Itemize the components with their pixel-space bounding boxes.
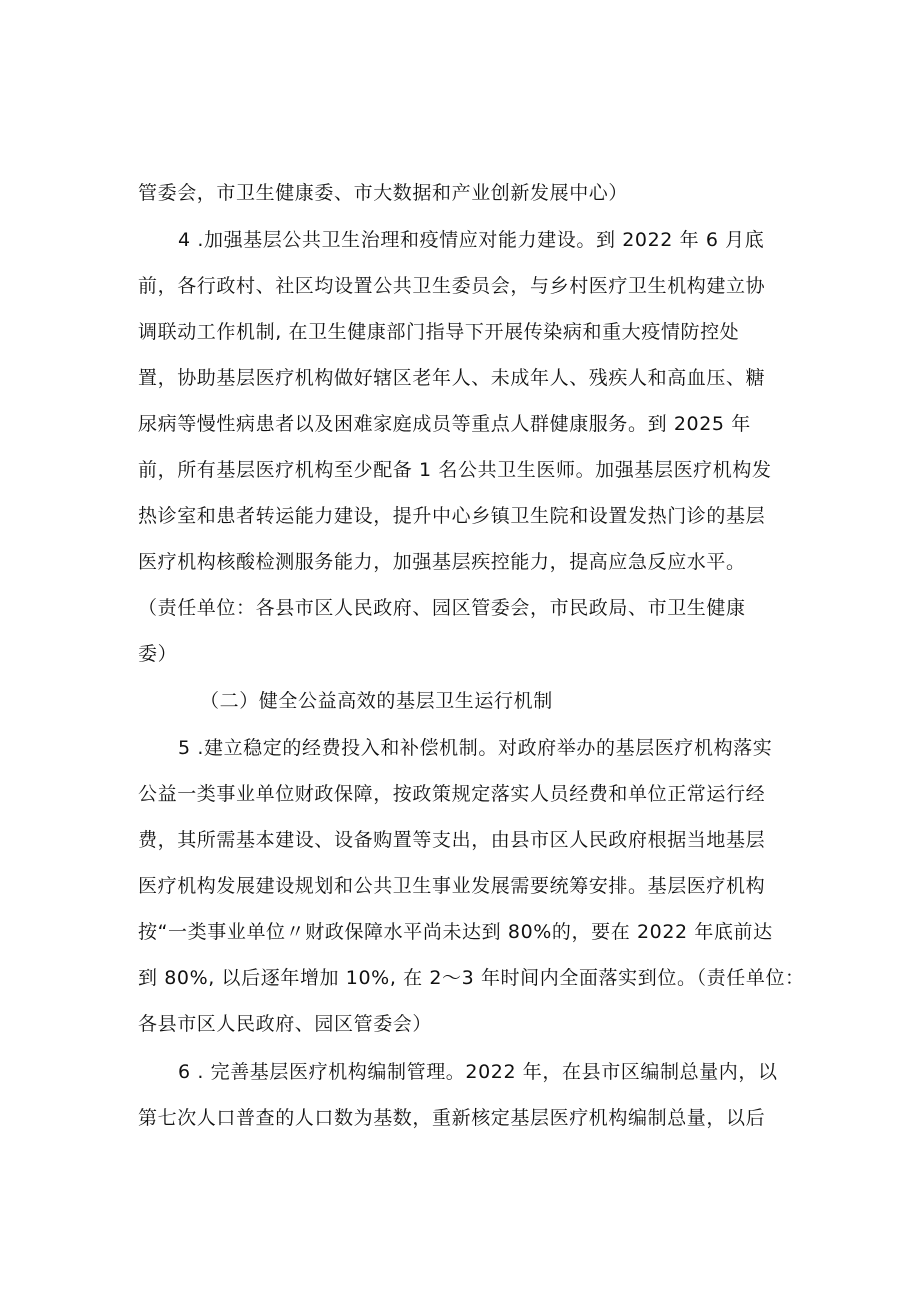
text-line-11: 委） xyxy=(138,643,178,665)
text-line-15: 费，其所需基本建设、设备购置等支出，由县市区人民政府根据当地基层 xyxy=(138,829,766,851)
text-line-4: 调联动工作机制, 在卫生健康部门指导下开展传染病和重大疫情防控处 xyxy=(138,321,740,343)
text-line-5: 置，协助基层医疗机构做好辖区老年人、未成年人、残疾人和高血压、糖 xyxy=(138,367,766,389)
text-line-16: 医疗机构发展建设规划和公共卫生事业发展需要统筹安排。基层医疗机构 xyxy=(138,875,766,897)
text-line-1: 管委会，市卫生健康委、市大数据和产业创新发展中心） xyxy=(138,182,629,204)
text-line-18: 到 80%, 以后逐年增加 10%, 在 2～3 年时间内全面落实到位。（责任单位： xyxy=(138,967,805,989)
text-line-17: 按“一类事业单位〃财政保障水平尚未达到 80%的，要在 2022 年底前达 xyxy=(138,921,773,943)
text-line-8: 热诊室和患者转运能力建设，提升中心乡镇卫生院和设置发热门诊的基层 xyxy=(138,505,766,527)
paragraph-6-start: 6 . 完善基层医疗机构编制管理。2022 年，在县市区编制总量内，以 xyxy=(178,1061,778,1083)
text-line-7: 前，所有基层医疗机构至少配备 1 名公共卫生医师。加强基层医疗机构发 xyxy=(138,459,772,481)
section-heading: （二）健全公益高效的基层卫生运行机制 xyxy=(200,690,553,712)
paragraph-5-start: 5 .建立稳定的经费投入和补偿机制。对政府举办的基层医疗机构落实 xyxy=(178,737,773,759)
text-line-21: 第七次人口普查的人口数为基数，重新核定基层医疗机构编制总量，以后 xyxy=(138,1107,766,1129)
text-line-10: （责任单位：各县市区人民政府、园区管委会，市民政局、市卫生健康 xyxy=(138,597,746,619)
text-line-3: 前，各行政村、社区均设置公共卫生委员会，与乡村医疗卫生机构建立协 xyxy=(138,275,766,297)
text-line-6: 尿病等慢性病患者以及困难家庭成员等重点人群健康服务。到 2025 年 xyxy=(138,413,751,435)
text-line-19: 各县市区人民政府、园区管委会） xyxy=(138,1013,433,1035)
text-line-9: 医疗机构核酸检测服务能力，加强基层疾控能力，提高应急反应水平。 xyxy=(138,551,746,573)
text-line-14: 公益一类事业单位财政保障，按政策规定落实人员经费和单位正常运行经 xyxy=(138,783,766,805)
paragraph-4-start: 4 .加强基层公共卫生治理和疫情应对能力建设。到 2022 年 6 月底 xyxy=(178,229,765,251)
